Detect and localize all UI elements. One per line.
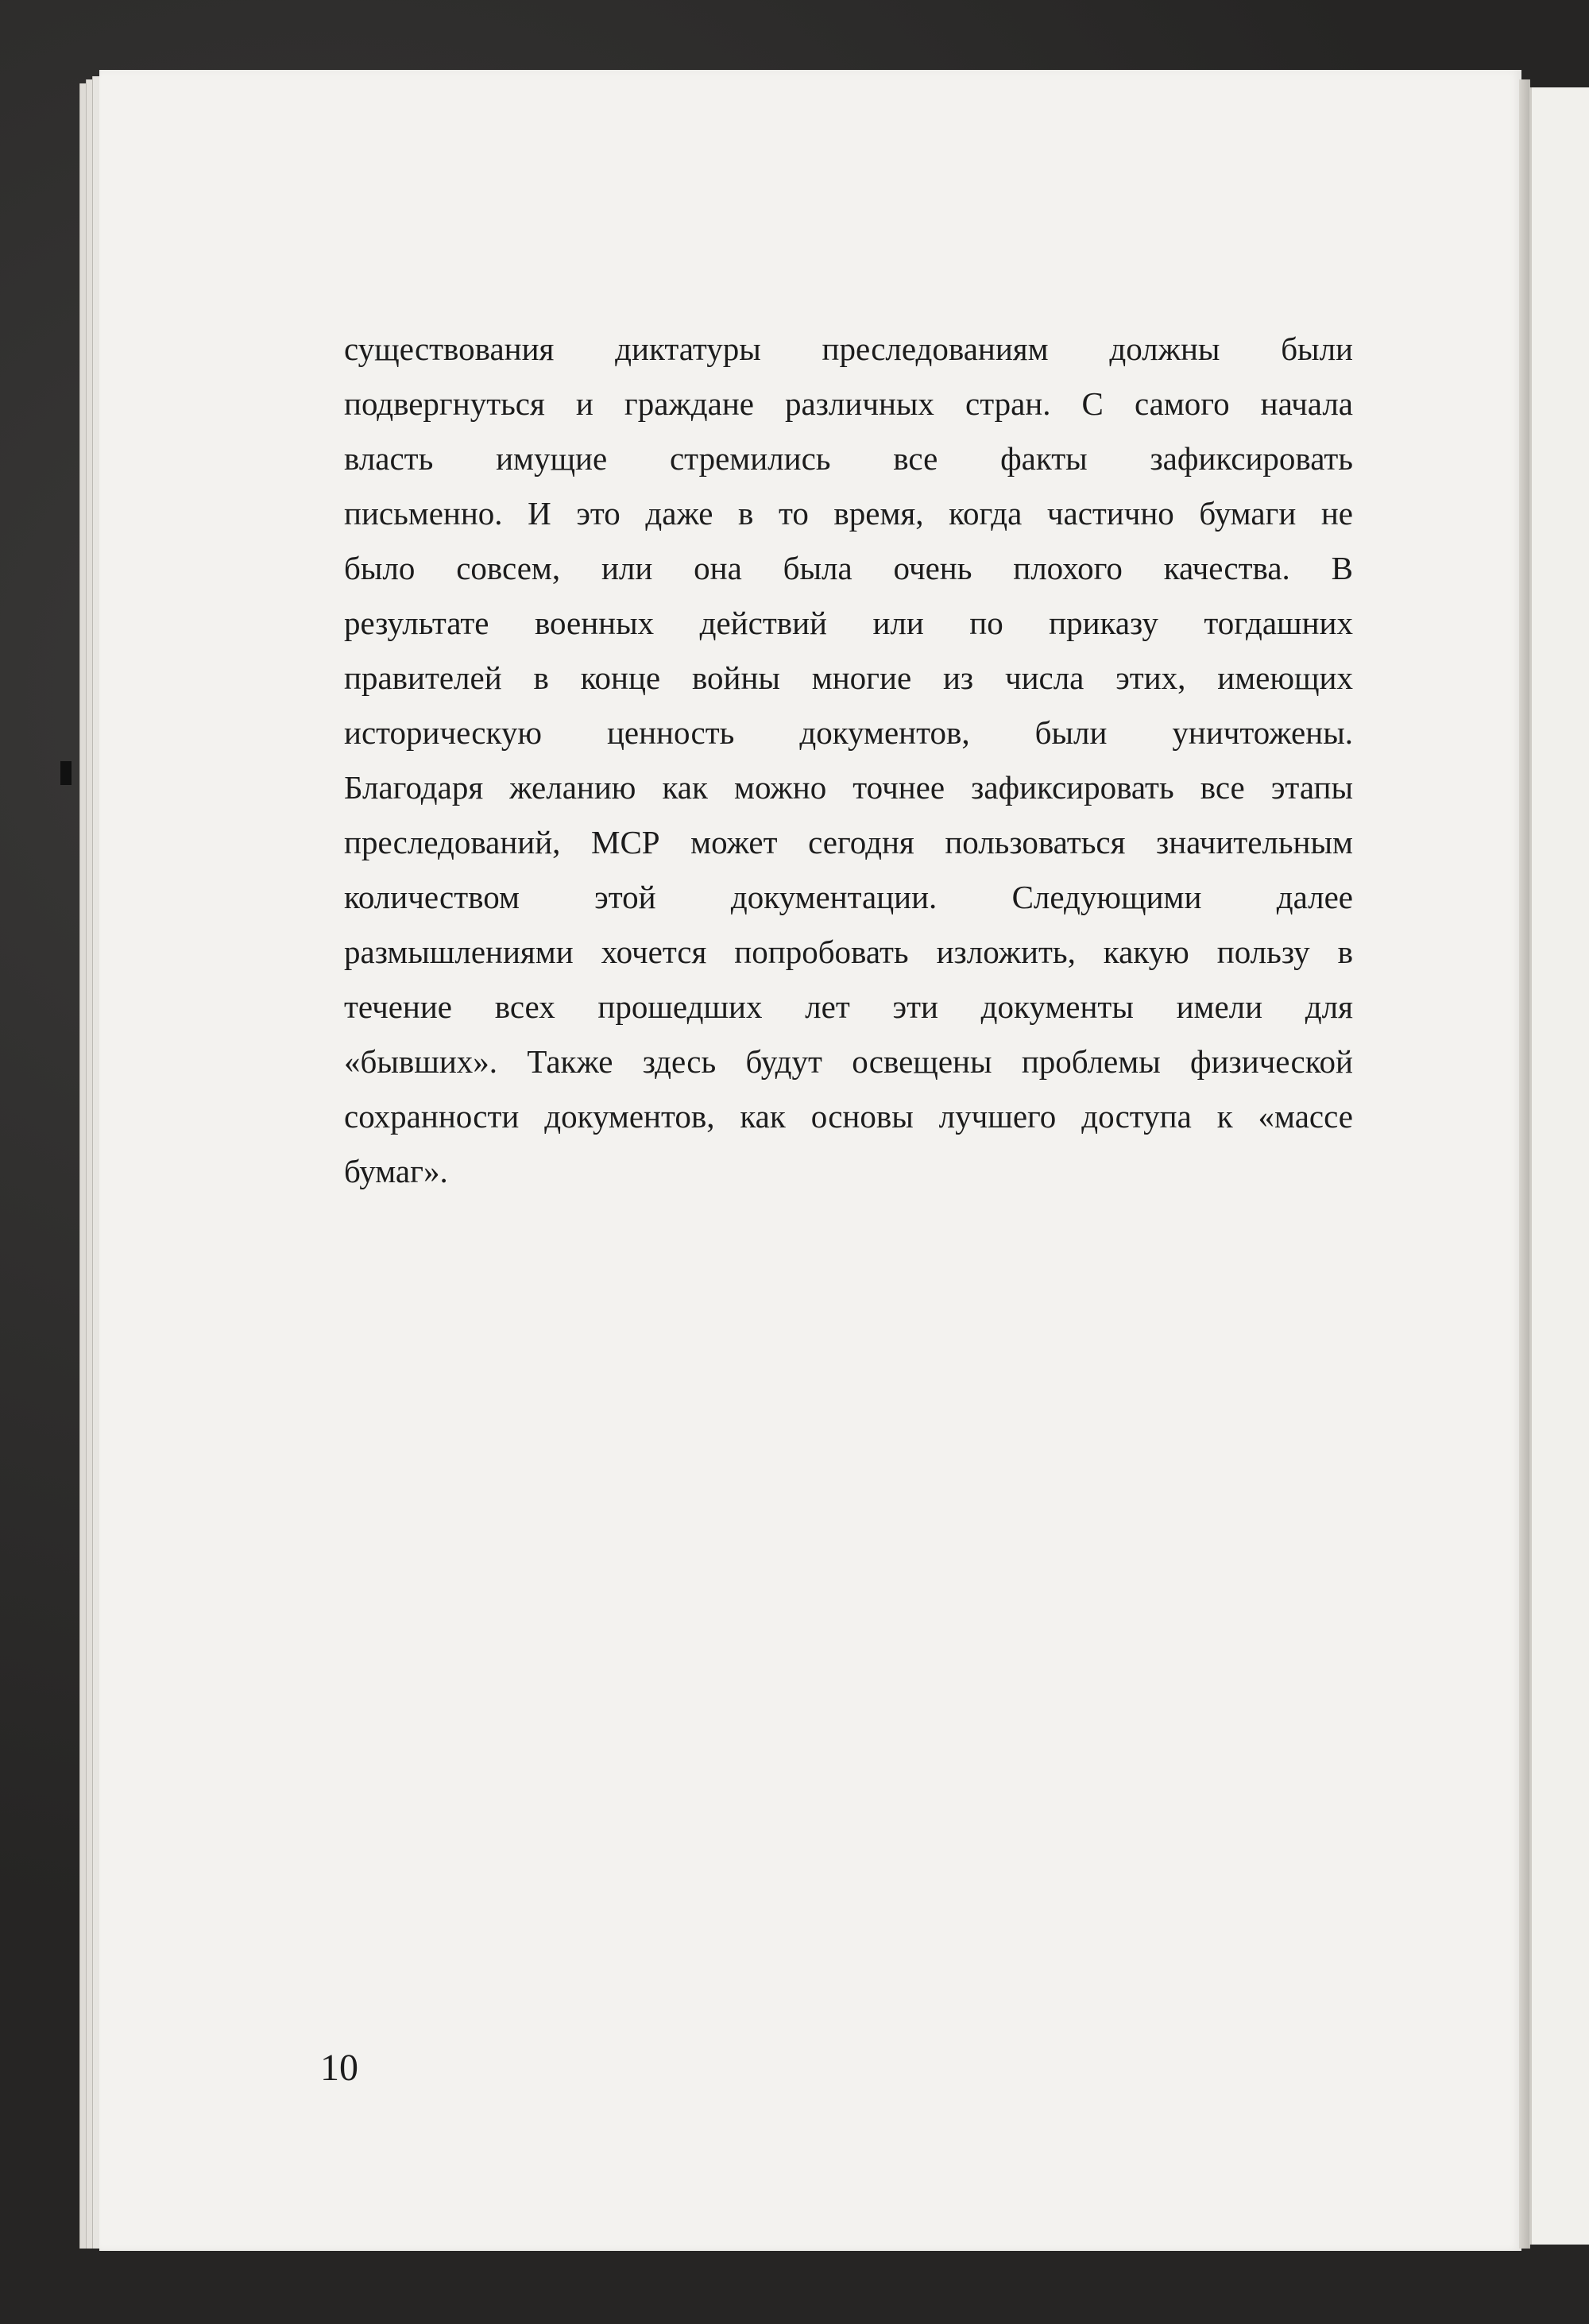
text-line: количеством этой документации. Следующими далее [344,879,1353,915]
text-line: историческую ценность документов, были уничтожены. [344,714,1353,751]
book-gutter [1519,79,1530,2249]
text-line: письменно. И это даже в то время, когда частично бумаги не [344,495,1353,532]
text-line: результате военных действий или по приказу тогдашних [344,605,1353,641]
text-line: размышлениями хочется попробовать изложить, какую пользу в [344,934,1353,970]
text-line: подвергнуться и граждане различных стран. С самого начала [344,385,1353,422]
text-line: существования диктатуры преследованиям должны были [344,331,1353,367]
text-line: Благодаря желанию как можно точнее зафиксировать все этапы [344,769,1353,806]
text-line: сохранности документов, как основы лучшего доступа к «массе [344,1098,1353,1135]
text-line: «бывших». Также здесь будут освещены проблемы физической [344,1043,1353,1080]
text-line: правителей в конце войны многие из числа этих, имеющих [344,659,1353,696]
binding-mark [60,761,72,785]
text-line: бумаг». [344,1153,448,1189]
page-number: 10 [320,2047,358,2089]
text-line: власть имущие стремились все факты зафиксировать [344,440,1353,477]
text-line: было совсем, или она была очень плохого качества. В [344,550,1353,586]
text-line: преследований, МСР может сегодня пользоваться значительным [344,824,1353,860]
adjacent-page [1529,87,1589,2245]
body-text [344,322,1353,1199]
text-line: течение всех прошедших лет эти документы имели для [344,988,1353,1025]
